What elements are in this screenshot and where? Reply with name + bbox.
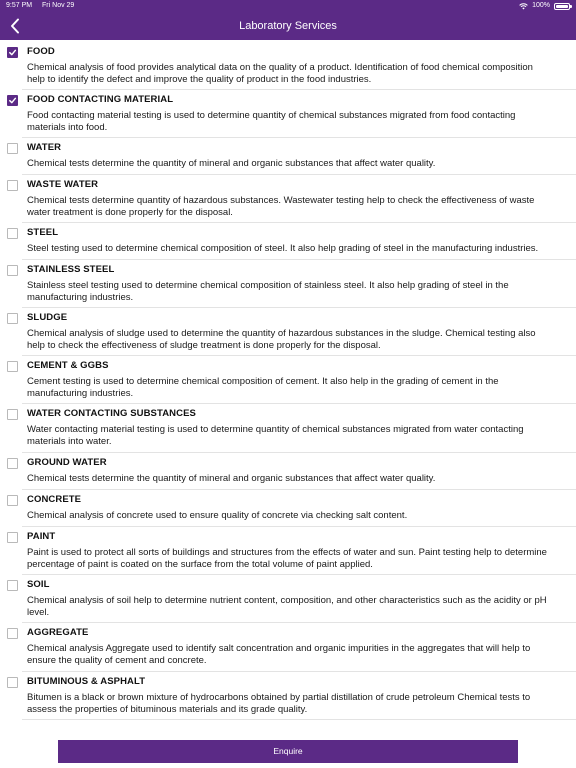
checkbox-water[interactable] [7, 143, 18, 154]
checkbox-food-contacting-material[interactable] [7, 95, 18, 106]
item-title: STEEL [27, 227, 59, 238]
list-item[interactable] [0, 42, 576, 90]
item-description: Chemical analysis of food provides analytical data on the quality of a product. Identification of food chemical composition help to identify the defect and improve the quality of product in the food industries. [27, 62, 533, 85]
list-item[interactable] [0, 453, 576, 490]
checkbox-concrete[interactable] [7, 495, 18, 506]
list-item[interactable] [0, 672, 576, 720]
list-item[interactable] [0, 138, 576, 175]
item-title: SLUDGE [27, 312, 68, 323]
item-description: Bitumen is a black or brown mixture of hydrocarbons obtained by partial distillation of crude petroleum Chemical tests to assess the properties of bituminous materials and its grade quality. [27, 692, 531, 715]
item-title: WATER [27, 142, 62, 153]
checkbox-sludge[interactable] [7, 313, 18, 324]
item-description: Chemical tests determine quantity of hazardous substances. Wastewater testing help to check the effectiveness of waste water treatment is done properly for the disposal. [27, 195, 535, 218]
list-item[interactable] [0, 527, 576, 575]
item-description: Food contacting material testing is used to determine quantity of chemical substances migrated from food contacting materials into food. [27, 110, 516, 133]
enquire-button[interactable]: Enquire [58, 740, 518, 763]
item-description: Water contacting material testing is used to determine quantity of chemical substances migrated from water contacting materials into water. [27, 424, 524, 447]
status-time: 9:57 PM [6, 2, 33, 9]
checkbox-stainless-steel[interactable] [7, 265, 18, 276]
item-description: Cement testing is used to determine chemical composition of cement. It also help in the grading of cement in the manufacturing industries. [27, 376, 499, 399]
item-title: SOIL [27, 579, 50, 590]
list-item[interactable] [0, 575, 576, 623]
item-description: Chemical analysis of soil help to determine nutrient content, composition, and other characteristics such as the acidity or pH level. [27, 595, 547, 618]
check-icon [8, 48, 17, 57]
checkbox-bituminous-asphalt[interactable] [7, 677, 18, 688]
page-title: Laboratory Services [239, 20, 337, 32]
list-item[interactable] [0, 175, 576, 223]
checkbox-paint[interactable] [7, 532, 18, 543]
checkbox-ground-water[interactable] [7, 458, 18, 469]
item-title: WATER CONTACTING SUBSTANCES [27, 408, 196, 419]
list-item[interactable] [0, 223, 576, 260]
list-item[interactable] [0, 308, 576, 356]
item-description: Chemical analysis Aggregate used to identify salt concentration and organic impurities in the aggregates that will help to ensure the quality of cement and concrete. [27, 643, 531, 666]
divider [22, 719, 576, 720]
item-title: CONCRETE [27, 494, 82, 505]
item-description: Chemical tests determine the quantity of mineral and organic substances that affect water quality. [27, 473, 436, 484]
list-item[interactable] [0, 490, 576, 527]
item-title: CEMENT & GGBS [27, 360, 109, 371]
nav-bar [0, 12, 576, 40]
item-description: Chemical analysis of sludge used to determine the quantity of hazardous substances in the sludge. Chemical testing also help to check the effectiveness of sludge treatment is done properly for the disposal. [27, 328, 536, 351]
item-description: Stainless steel testing used to determine chemical composition of stainless steel. It also help grading of steel in the manufacturing industries. [27, 280, 509, 303]
wifi-icon [519, 3, 528, 10]
item-title: WASTE WATER [27, 179, 99, 190]
item-title: FOOD CONTACTING MATERIAL [27, 94, 174, 105]
checkbox-food[interactable] [7, 47, 18, 58]
item-description: Chemical analysis of concrete used to ensure quality of concrete via checking salt content. [27, 510, 408, 521]
item-description: Steel testing used to determine chemical composition of steel. It also help grading of steel in the manufacturing industries. [27, 243, 539, 254]
item-title: BITUMINOUS & ASPHALT [27, 676, 146, 687]
list-item[interactable] [0, 356, 576, 404]
checkbox-steel[interactable] [7, 228, 18, 239]
checkbox-soil[interactable] [7, 580, 18, 591]
item-title: STAINLESS STEEL [27, 264, 115, 275]
check-icon [8, 96, 17, 105]
item-title: AGGREGATE [27, 627, 89, 638]
item-description: Paint is used to protect all sorts of buildings and structures from the effects of water and sun. Paint testing help to determine percentage of paint is coated on the surface from the total volume of paint applied. [27, 547, 547, 570]
item-description: Chemical tests determine the quantity of mineral and organic substances that affect water quality. [27, 158, 436, 169]
service-list [0, 40, 576, 730]
checkbox-cement-ggbs[interactable] [7, 361, 18, 372]
list-item[interactable] [0, 623, 576, 672]
item-title: FOOD [27, 46, 55, 57]
checkbox-waste-water[interactable] [7, 180, 18, 191]
list-item[interactable] [0, 404, 576, 453]
checkbox-aggregate[interactable] [7, 628, 18, 639]
item-title: PAINT [27, 531, 56, 542]
list-item[interactable] [0, 90, 576, 138]
checkbox-water-contacting-substances[interactable] [7, 409, 18, 420]
item-title: GROUND WATER [27, 457, 107, 468]
status-bar [0, 0, 576, 12]
battery-icon [554, 3, 570, 10]
battery-percent: 100% [532, 2, 550, 9]
list-item[interactable] [0, 260, 576, 308]
status-date: Fri Nov 29 [42, 2, 75, 9]
